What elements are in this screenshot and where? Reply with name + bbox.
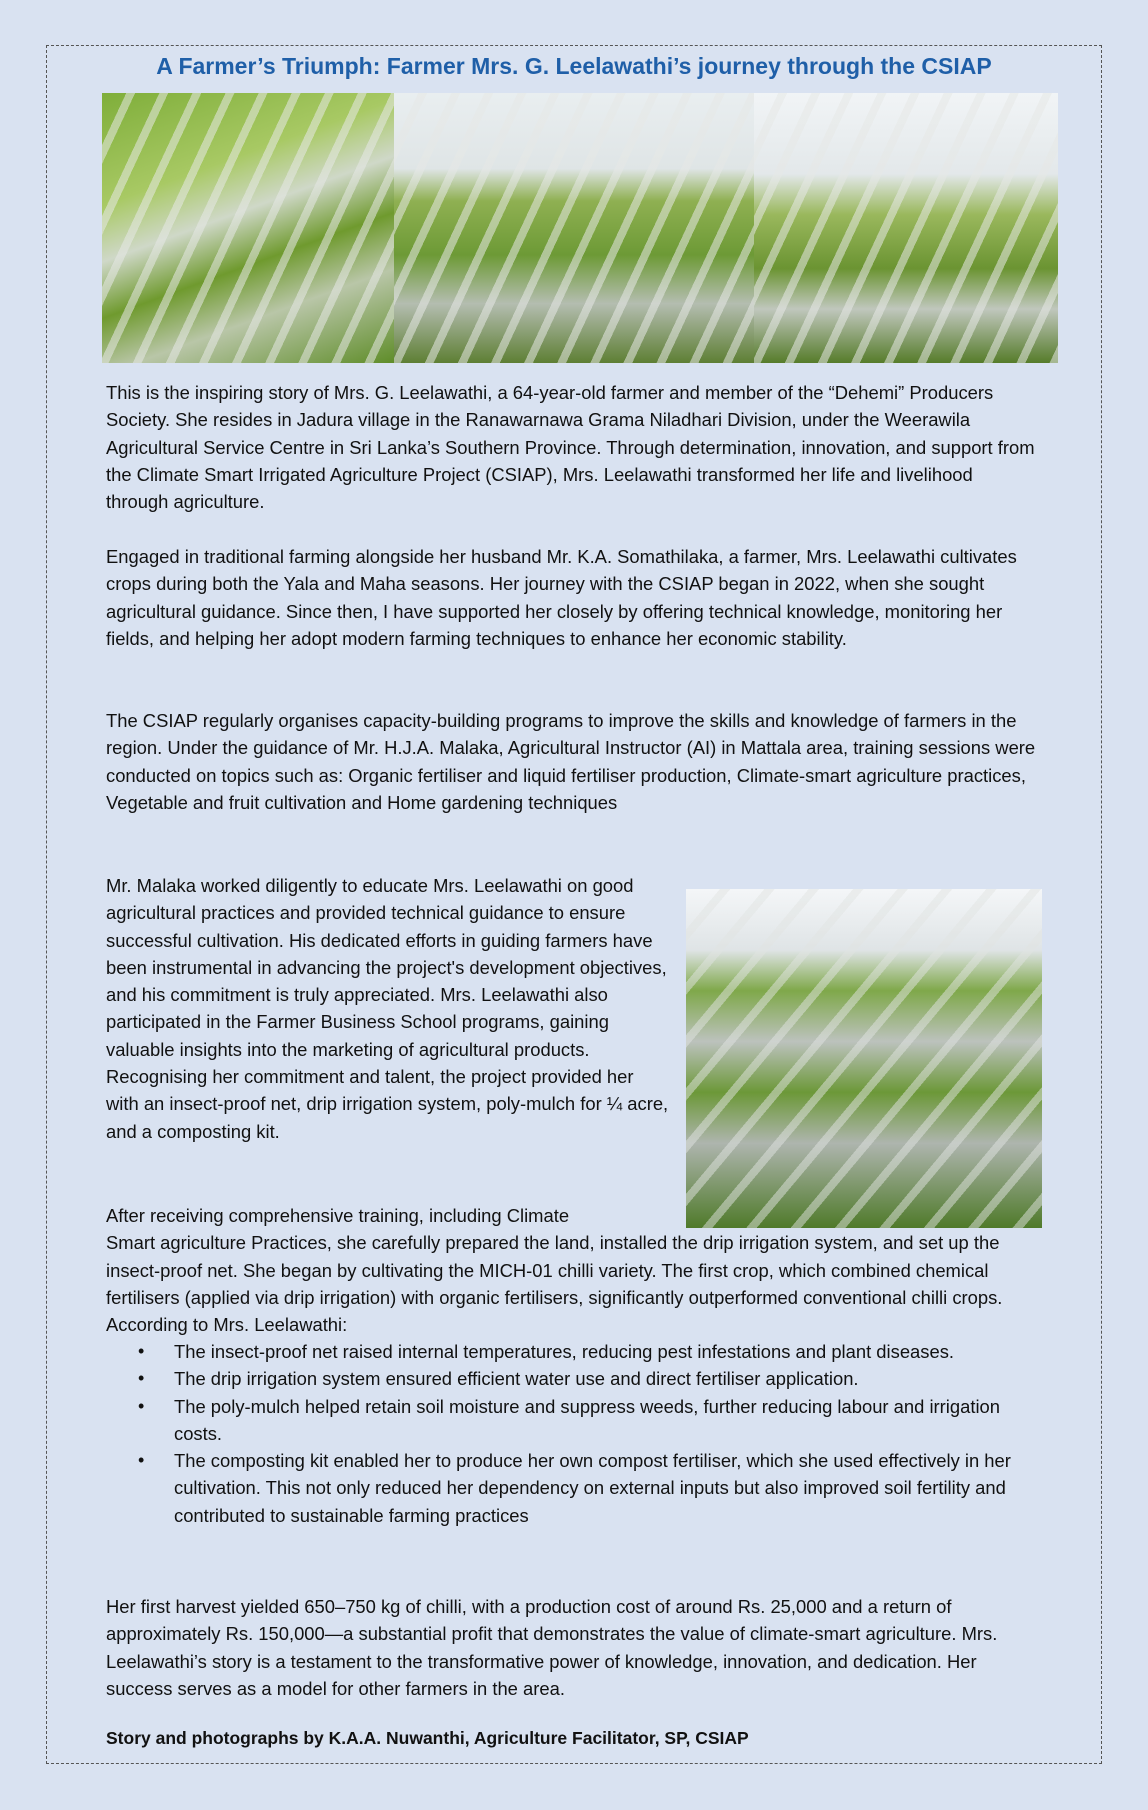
photo-banner [102, 93, 1058, 363]
photo-farmer-standing [394, 93, 754, 363]
photo-chilli-field [102, 93, 394, 363]
paragraph-results [106, 1202, 1036, 1338]
paragraph-instructor: Mr. Malaka worked diligently to educate Mrs. Leelawathi on good agricultural practices and provided technical guidance to ensure successful cultivation. His dedicated efforts in guiding farmers have been instrumental in advancing the project's development objectives, and his commitment is truly appreciated. Mrs. Leelawathi also participated in the Farmer Business School programs, gaining valuable insights into the marketing of agricultural products. Recognising her commitment and talent, the project provided her with an insect-proof net, drip irrigation system, poly-mulch for ¼ acre, and a composting kit. [106, 875, 669, 1142]
paragraph-farming: Engaged in traditional farming alongside her husband Mr. K.A. Somathilaka, a farmer, Mrs. Leelawathi cultivates crops during both the Yala and Maha seasons. Her journey with the CSIAP began in 2022, when she sought agricultural guidance. Since then, I have supported her closely by offering technical knowledge, monitoring her fields, and helping her adopt modern farming techniques to enhance her economic stability. [106, 546, 1017, 649]
article-title: A Farmer’s Triumph: Farmer Mrs. G. Leelawathi’s journey through the CSIAP [156, 53, 992, 79]
bullet-icon: • [138, 1450, 145, 1471]
paragraph-results-line1: After receiving comprehensive training, including Climate [106, 1205, 570, 1226]
paragraph-results-rest: Smart agriculture Practices, she carefully prepared the land, installed the drip irrigation system, and set up the insect-proof net. She began by cultivating the MICH-01 chilli variety. The first crop, which combined chemical fertilisers (applied via drip irrigation) with organic fertilisers, significantly outperformed conventional chilli crops. According to Mrs. Leelawathi: [106, 1232, 1003, 1336]
bullet-icon: • [138, 1341, 145, 1361]
list-item: • The insect-proof net raised internal temperatures, reducing pest infestations and plant diseases. [106, 1338, 1046, 1365]
benefits-list [106, 1338, 1046, 1529]
author-credit: Story and photographs by K.A.A. Nuwanthi, Agriculture Facilitator, SP, CSIAP [106, 1728, 749, 1748]
bullet-icon: • [138, 1395, 145, 1416]
bullet-icon: • [138, 1368, 145, 1389]
photo-instructor-visit [686, 889, 1042, 1228]
paragraph-harvest: Her first harvest yielded 650–750 kg of chilli, with a production cost of around Rs. 25,000 and a return of approximately Rs. 150,000—a substantial profit that demonstrates the value of climate-smart agriculture. Mrs. Leelawathi’s story is a testament to the transformative power of knowledge, innovation, and dedication. Her success serves as a model for other farmers in the area. [106, 1596, 998, 1699]
list-item: • The poly-mulch helped retain soil moisture and suppress weeds, further reducing labour and irrigation costs. [106, 1393, 1046, 1448]
paragraph-training: The CSIAP regularly organises capacity-building programs to improve the skills and knowledge of farmers in the region. Under the guidance of Mr. H.J.A. Malaka, Agricultural Instructor (AI) in Mattala area, training sessions were conducted on topics such as: Organic fertiliser and liquid fertiliser production, Climate-smart agriculture practices, Vegetable and fruit cultivation and Home gardening techniques [106, 710, 1036, 813]
paragraph-intro: This is the inspiring story of Mrs. G. Leelawathi, a 64-year-old farmer and member of the “Dehemi” Producers Society. She resides in Jadura village in the Ranawarnawa Grama Niladhari Division, under the Weerawila Agricultural Service Centre in Sri Lanka’s Southern Province. Through determination, innovation, and support from the Climate Smart Irrigated Agriculture Project (CSIAP), Mrs. Leelawathi transformed her life and livelihood through agriculture. [106, 382, 1035, 513]
list-item: • The composting kit enabled her to produce her own compost fertiliser, which she used effectively in her cultivation. This not only reduced her dependency on external inputs but also improved soil fertility and contributed to sustainable farming practices [106, 1447, 1046, 1529]
list-item: • The drip irrigation system ensured efficient water use and direct fertiliser application. [106, 1365, 1046, 1392]
photo-farmer-working [754, 93, 1058, 363]
